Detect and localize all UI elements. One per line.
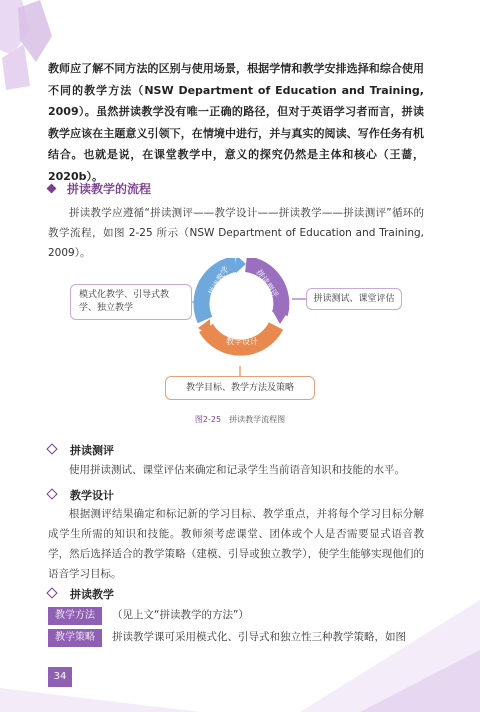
flow-diagram	[0, 258, 480, 428]
subheading-text: 拼读教学	[70, 588, 114, 601]
subheading-assessment	[48, 442, 348, 458]
box-teaching-strategies: 模式化教学、引导式教学、独立教学	[70, 284, 192, 320]
page-number: 34	[48, 667, 72, 687]
subheading-text: 拼读测评	[70, 444, 114, 457]
section-heading-text: 拼读教学的流程	[67, 182, 152, 196]
intro-paragraph: 教师应了解不同方法的区别与使用场景，根据学情和教学安排选择和综合使用不同的教学方法（NSW Department of Education and Training, 2009）。虽然拼读教学没有唯一正确的路径，但对于英语学习者而言，拼读教学应该在主题意义引领下，在情境中进行，并与真实的阅读、写作任务有机结合。也就是说，在课堂教学中，意义的探究仍然是主体和核心（王蔷，2020b）。	[48, 62, 424, 183]
arrow-head-purple-icon	[272, 310, 289, 324]
hollow-diamond-icon	[46, 488, 57, 499]
section-heading	[48, 180, 348, 196]
hollow-diamond-icon	[46, 443, 57, 454]
subheading-design	[48, 487, 348, 503]
cycle-label-assessment: 拼读测评	[254, 267, 281, 300]
tag-label-strategies: 教学策略	[48, 629, 102, 647]
subheading-text: 教学设计	[70, 489, 114, 502]
figure-caption	[0, 414, 480, 425]
diamond-bullet-icon	[47, 184, 57, 194]
bottom-decoration	[0, 560, 480, 712]
tag-text-strategies: 拼读教学课可采用模式化、引导式和独立性三种教学策略，如图	[112, 631, 406, 643]
tag-text-methods: （见上文“拼读教学的方法”）	[112, 609, 249, 621]
box-design-goals: 教学目标、教学方法及策略	[165, 376, 315, 400]
figure-title: 拼读教学流程图	[229, 415, 286, 424]
design-text: 根据测评结果确定和标记新的学习目标、教学重点，并将每个学习目标分解成学生所需的知识和技能。教师须考虑课堂、团体或个人是否需要显式语音教学，然后选择适合的教学策略（建模、引导或独立教学），使学生能够实现他们的语音学习目标。	[48, 508, 424, 580]
cycle-label-teaching: 拼读教学	[206, 264, 231, 297]
arrow-head-blue-icon	[236, 258, 246, 273]
tag-label-methods: 教学方法	[48, 607, 102, 625]
flow-paragraph: 拼读教学应遵循“拼读测评——教学设计——拼读教学——拼读测评”循环的教学流程，如图 2-25 所示（NSW Department of Education and Training, 2009）。	[48, 207, 424, 259]
box-assessment-methods: 拼读测试、课堂评估	[306, 288, 402, 310]
figure-number: 图2-25	[194, 415, 222, 424]
cycle-label-design: 教学设计	[226, 337, 258, 346]
assessment-text: 使用拼读测试、课堂评估来确定和记录学生当前语音知识和技能的水平。	[69, 464, 405, 476]
